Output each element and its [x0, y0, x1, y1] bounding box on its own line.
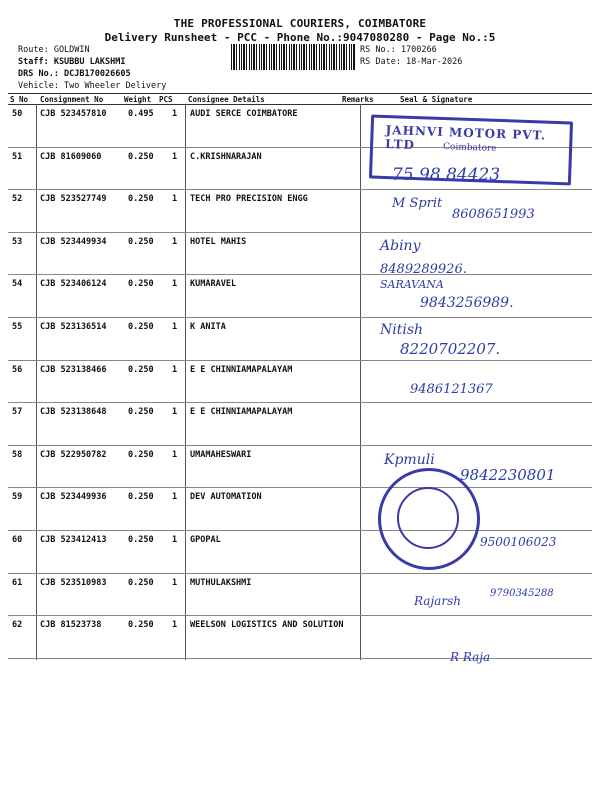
- row-pcs: 1: [172, 620, 178, 631]
- row-consignee: K ANITA: [190, 322, 226, 332]
- row-weight: 0.250: [128, 449, 154, 460]
- col-divider: [185, 104, 186, 660]
- row-sno: 53: [12, 236, 23, 247]
- row-sno: 54: [12, 279, 23, 290]
- row-weight: 0.250: [128, 620, 154, 631]
- col-divider: [36, 104, 37, 660]
- drs-label: DRS No.: DCJB170026605: [18, 69, 131, 79]
- row-pcs: 1: [172, 151, 178, 162]
- signature-55-name: Nitish: [380, 322, 424, 338]
- row-sno: 61: [12, 577, 23, 588]
- signature-58-name: Kpmuli: [384, 452, 435, 468]
- signature-56-phone: 9486121367: [410, 382, 493, 397]
- signature-53-phone: 8489289926.: [380, 262, 467, 277]
- row-consignment-no: CJB 523449934: [40, 236, 107, 247]
- row-divider: [8, 360, 592, 361]
- signature-61-name: Rajarsh: [414, 594, 461, 608]
- row-sno: 50: [12, 109, 23, 119]
- table-top-border: [8, 93, 592, 94]
- row-divider: [8, 274, 592, 275]
- row-weight: 0.250: [128, 279, 154, 290]
- row-pcs: 1: [172, 577, 178, 588]
- row-sno: 59: [12, 492, 23, 503]
- row-sno: 55: [12, 322, 23, 332]
- row-consignment-no: CJB 523138648: [40, 407, 107, 418]
- row-weight: 0.250: [128, 535, 154, 545]
- route-label: Route: GOLDWIN: [18, 45, 90, 55]
- row-consignee: DEV AUTOMATION: [190, 492, 262, 503]
- row-weight: 0.250: [128, 492, 154, 503]
- signature-52-name: M Sprit: [392, 196, 443, 211]
- col-header-sno: S No: [10, 95, 29, 104]
- row-weight: 0.250: [128, 151, 154, 162]
- signature-58-phone: 9842230801: [460, 466, 556, 484]
- row-pcs: 1: [172, 449, 178, 460]
- signature-62-name: R Raja: [450, 650, 491, 664]
- signature-61-phone: 9790345288: [490, 588, 554, 599]
- row-sno: 58: [12, 449, 23, 460]
- signature-52-phone: 8608651993: [452, 207, 535, 222]
- row-divider: [8, 317, 592, 318]
- row-divider: [8, 232, 592, 233]
- row-consignment-no: CJB 523406124: [40, 279, 107, 290]
- row-pcs: 1: [172, 322, 178, 332]
- col-header-weight: Weight: [124, 95, 152, 104]
- row-pcs: 1: [172, 492, 178, 503]
- row-weight: 0.250: [128, 407, 154, 418]
- col-header-pcs: PCS: [159, 95, 173, 104]
- row-consignee: AUDI SERCE COIMBATORE: [190, 109, 298, 119]
- row-sno: 60: [12, 535, 23, 545]
- barcode: [231, 44, 355, 70]
- row-divider: [8, 573, 592, 574]
- row-pcs: 1: [172, 535, 178, 545]
- row-pcs: 1: [172, 279, 178, 290]
- vehicle-label: Vehicle: Two Wheeler Delivery: [18, 81, 167, 91]
- row-consignee: UMAMAHESWARI: [190, 449, 252, 460]
- row-consignee: TECH PRO PRECISION ENGG: [190, 194, 308, 205]
- row-divider: [8, 487, 592, 488]
- signature-54-name: SARAVANA: [380, 278, 444, 291]
- staff-label: Staff: KSUBBU LAKSHMI: [18, 57, 126, 67]
- col-header-consignment: Consignment No: [40, 95, 104, 104]
- row-weight: 0.250: [128, 364, 154, 375]
- row-pcs: 1: [172, 194, 178, 205]
- row-consignee: GPOPAL: [190, 535, 221, 545]
- row-consignee: HOTEL MAHIS: [190, 236, 247, 247]
- signature-51: 75 98 84423: [392, 165, 501, 185]
- row-sno: 62: [12, 620, 23, 631]
- company-title: THE PROFESSIONAL COURIERS, COIMBATORE: [173, 17, 427, 30]
- signature-53-name: Abiny: [380, 238, 421, 254]
- row-divider: [8, 189, 592, 190]
- row-pcs: 1: [172, 407, 178, 418]
- row-divider: [8, 658, 592, 659]
- signature-55-phone: 8220702207.: [400, 340, 501, 358]
- row-consignee: WEELSON LOGISTICS AND SOLUTION: [190, 620, 344, 631]
- rs-number: RS No.: 1700266: [360, 45, 437, 55]
- row-consignee: E E CHINNIAMAPALAYAM: [190, 364, 293, 375]
- row-consignee: KUMARAVEL: [190, 279, 237, 290]
- row-weight: 0.495: [128, 109, 154, 119]
- row-divider: [8, 530, 592, 531]
- row-consignment-no: CJB 523136514: [40, 322, 107, 332]
- header-bottom-border: [8, 104, 592, 105]
- row-consignee: C.KRISHNARAJAN: [190, 151, 262, 162]
- signature-60-phone: 9500106023: [480, 535, 557, 549]
- row-consignee: E E CHINNIAMAPALAYAM: [190, 407, 293, 418]
- row-divider: [8, 402, 592, 403]
- row-consignee: MUTHULAKSHMI: [190, 577, 252, 588]
- row-pcs: 1: [172, 236, 178, 247]
- row-consignment-no: CJB 523412413: [40, 535, 107, 545]
- company-stamp: JAHNVI MOTOR PVT. LTD Coimbatore: [369, 114, 573, 185]
- row-sno: 56: [12, 364, 23, 375]
- runsheet-subtitle: Delivery Runsheet - PCC - Phone No.:9047080280 - Page No.:5: [104, 31, 496, 44]
- row-sno: 51: [12, 151, 23, 162]
- row-divider: [8, 445, 592, 446]
- col-header-seal: Seal & Signature: [400, 95, 473, 104]
- signature-54-phone: 9843256989.: [420, 295, 514, 311]
- rs-date: RS Date: 18-Mar-2026: [360, 57, 463, 67]
- row-weight: 0.250: [128, 236, 154, 247]
- row-weight: 0.250: [128, 194, 154, 205]
- row-pcs: 1: [172, 364, 178, 375]
- row-divider: [8, 615, 592, 616]
- row-consignment-no: CJB 522950782: [40, 449, 107, 460]
- row-pcs: 1: [172, 109, 178, 119]
- col-divider: [360, 104, 361, 660]
- row-consignment-no: CJB 523510983: [40, 577, 107, 588]
- row-consignment-no: CJB 81609060: [40, 151, 102, 162]
- row-weight: 0.250: [128, 577, 154, 588]
- row-consignment-no: CJB 81523738: [40, 620, 102, 631]
- row-consignment-no: CJB 523457810: [40, 109, 107, 119]
- col-header-consignee: Consignee Details: [188, 95, 265, 104]
- row-sno: 52: [12, 194, 23, 205]
- row-consignment-no: CJB 523449936: [40, 492, 107, 503]
- row-consignment-no: CJB 523138466: [40, 364, 107, 375]
- row-weight: 0.250: [128, 322, 154, 332]
- col-header-remarks: Remarks: [342, 95, 374, 104]
- row-sno: 57: [12, 407, 23, 418]
- row-consignment-no: CJB 523527749: [40, 194, 107, 205]
